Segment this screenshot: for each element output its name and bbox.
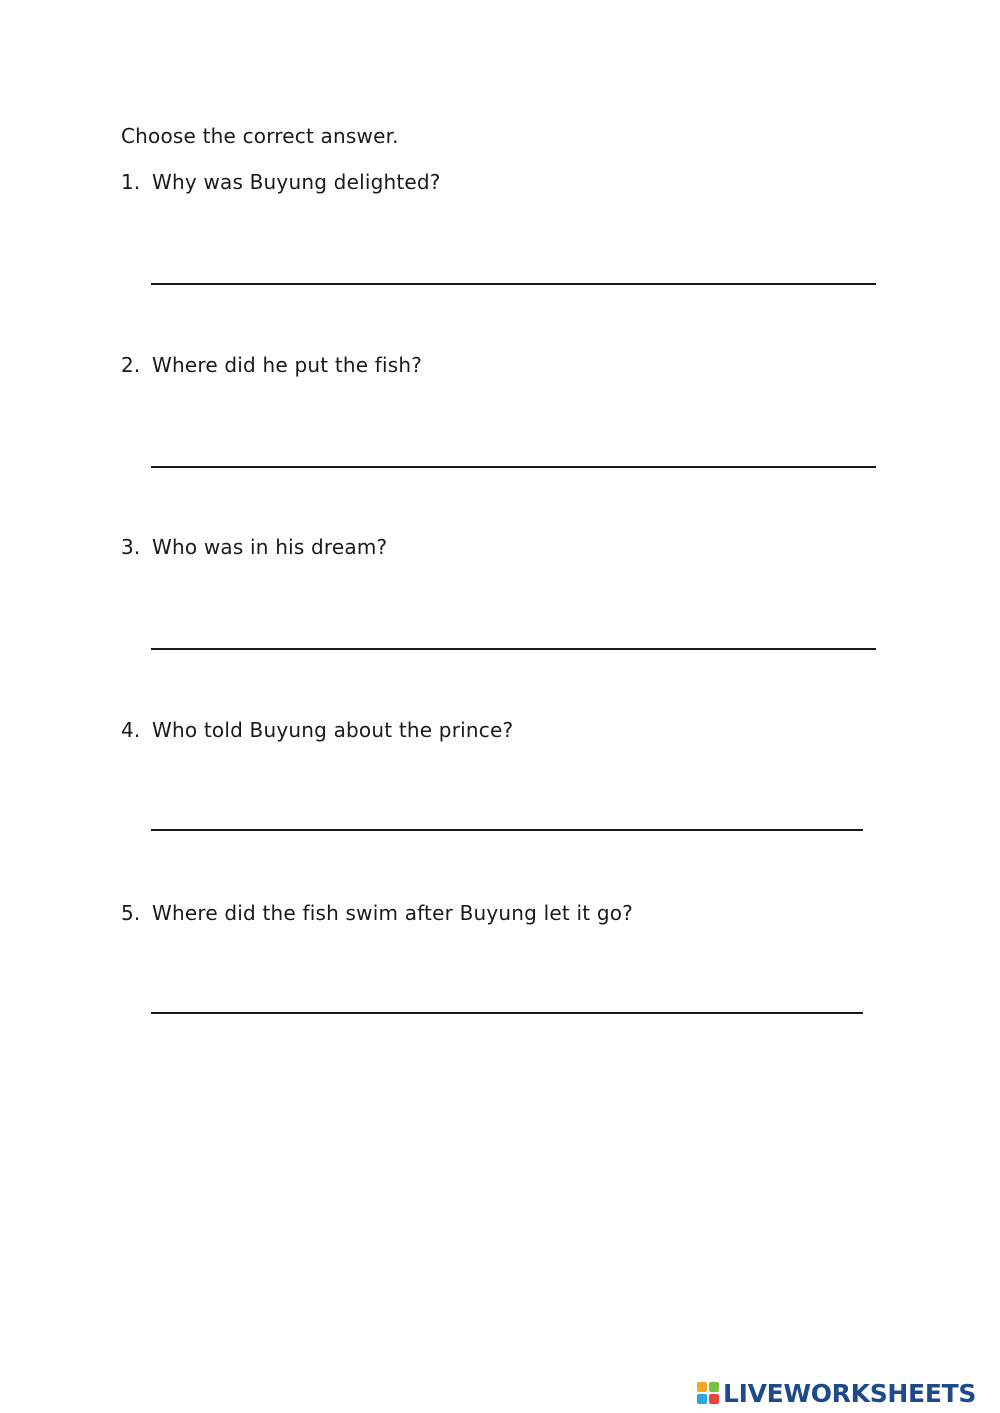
- answer-line-5[interactable]: [151, 1012, 863, 1014]
- logo-mark-icon: [697, 1382, 719, 1404]
- logo-square: [697, 1394, 707, 1404]
- question-text: Why was Buyung delighted?: [152, 170, 441, 194]
- logo-square: [709, 1394, 719, 1404]
- question-3: [121, 535, 387, 559]
- logo-square: [697, 1382, 707, 1392]
- question-number: 3.: [121, 535, 141, 559]
- answer-line-2[interactable]: [151, 466, 876, 468]
- instruction-text: Choose the correct answer.: [121, 124, 399, 148]
- answer-line-4[interactable]: [151, 829, 863, 831]
- answer-line-3[interactable]: [151, 648, 876, 650]
- question-text: Who was in his dream?: [152, 535, 388, 559]
- question-1: [121, 170, 441, 194]
- logo-square: [709, 1382, 719, 1392]
- question-number: 2.: [121, 353, 141, 377]
- question-text: Where did he put the fish?: [152, 353, 423, 377]
- answer-line-1[interactable]: [151, 283, 876, 285]
- logo-text: LIVEWORKSHEETS: [723, 1378, 977, 1408]
- question-number: 4.: [121, 718, 141, 742]
- liveworksheets-logo: [697, 1378, 976, 1408]
- question-text: Who told Buyung about the prince?: [152, 718, 514, 742]
- question-2: [121, 353, 422, 377]
- question-number: 1.: [121, 170, 141, 194]
- question-4: [121, 718, 513, 742]
- question-5: [121, 901, 633, 925]
- question-text: Where did the fish swim after Buyung let it go?: [152, 901, 633, 925]
- question-number: 5.: [121, 901, 141, 925]
